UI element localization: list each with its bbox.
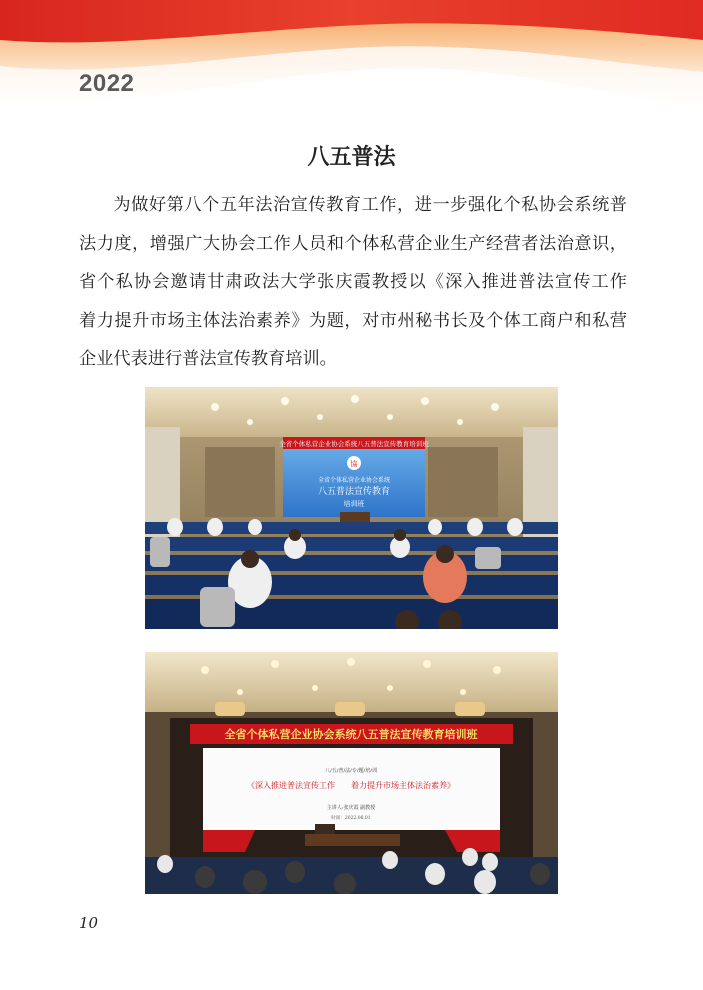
- photo2-screen-speaker: 主讲人:张庆霞 副教授: [326, 805, 376, 811]
- photo1-screen-line1: 全省个体私营企业协会系统: [317, 477, 391, 484]
- article-title: 八五普法: [307, 144, 396, 170]
- photo2-banner: 全省个体私营企业协会系统八五普法宣传教育培训班: [224, 728, 478, 741]
- meeting-photo-1: [145, 387, 558, 629]
- year-label: 2022: [79, 70, 135, 97]
- photo1-screen-line2: 八五普法宣传教育: [317, 487, 391, 497]
- meeting-photo-2: [145, 652, 558, 894]
- article-paragraph: 为做好第八个五年法治宣传教育工作，进一步强化个私协会系统普法力度，增强广大协会工作人员和个体私营企业生产经营者法治意识，省个私协会邀请甘肃政法大学张庆霞教授以《深入推进普法宣传工作 着力提升市场主体法治素养》为题，对市州秘书长及个体工商户和私营企业代表进行普法宣传教育培训。: [79, 195, 645, 369]
- page-number: 10: [79, 914, 99, 932]
- photo1-screen-line3: 培训班: [343, 500, 365, 508]
- photo1-banner: 全省个体私营企业协会系统八五普法宣传教育培训班: [279, 440, 429, 448]
- photo2-screen-title: 《深入推进普法宣传工作 着力提升市场主体法治素养》: [247, 781, 455, 790]
- photo2-screen-date: 时间：2022.06.01: [331, 816, 371, 821]
- photo1-logo: 協: [350, 460, 358, 468]
- photo2-screen-subtitle: 八/五/普/法/专/题/培/训: [325, 768, 377, 774]
